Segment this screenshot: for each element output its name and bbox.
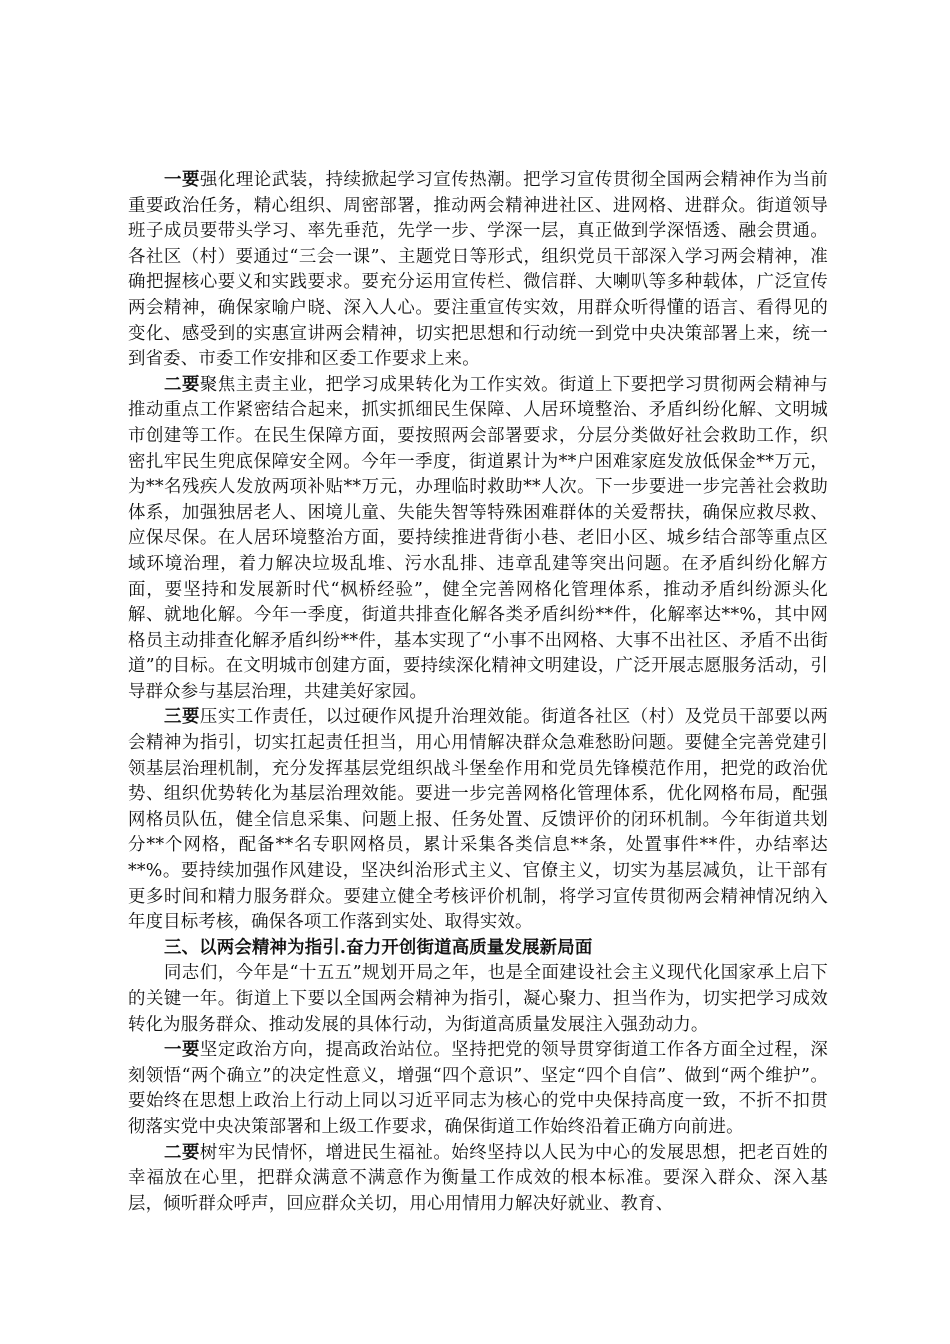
paragraph-lead: 二要	[164, 1142, 200, 1163]
paragraph-lead: 三要	[164, 707, 200, 728]
paragraph-people-welfare	[128, 1141, 828, 1218]
section-intro: 同志们，今年是“十五五”规划开局之年，也是全面建设社会主义现代化国家承上启下的关键一年。街道上下要以全国两会精神为指引，凝心聚力、担当作为，切实把学习成效转化为服务群众、推动发展的具体行动，为街道高质量发展注入强劲动力。	[128, 963, 828, 1035]
paragraph-text: 压实工作责任，以过硬作风提升治理效能。街道各社区（村）及党员干部要以两会精神为指引，切实扛起责任担当，用心用情解决群众急难愁盼问题。要健全完善党建引领基层治理机制，充分发挥基层党组织战斗堡垒作用和党员先锋模范作用，把党的政治优势、组织优势转化为基层治理效能。要进一步完善网格化管理体系，优化网格布局，配强网格员队伍，健全信息采集、问题上报、任务处置、反馈评价的闭环机制。今年街道共划分**个网格，配备**名专职网格员，累计采集各类信息**条，处置事件**件，办结率达**%。要持续加强作风建设，坚决纠治形式主义、官僚主义，切实为基层减负，让干部有更多时间和精力服务群众。要建立健全考核评价机制，将学习宣传贯彻两会精神情况纳入年度目标考核，确保各项工作落到实处、取得实效。	[128, 707, 828, 933]
paragraph-political-direction	[128, 1038, 828, 1140]
paragraph-lead: 一要	[164, 170, 200, 190]
paragraph-second-requirement	[128, 373, 828, 706]
paragraph-text: 聚焦主责主业，把学习成果转化为工作实效。街道上下要把学习贯彻两会精神与推动重点工作紧密结合起来，抓实抓细民生保障、人居环境整治、矛盾纠纷化解、文明城市创建等工作。在民生保障方面，要按照两会部署要求，分层分类做好社会救助工作，织密扎牢民生兜底保障安全网。今年一季度，街道累计为**户困难家庭发放低保金**万元，为**名残疾人发放两项补贴**万元，办理临时救助**人次。下一步要进一步完善社会救助体系，加强独居老人、困境儿童、失能失智等特殊困难群体的关爱帮扶，确保应救尽救、应保尽保。在人居环境整治方面，要持续推进背街小巷、老旧小区、城乡结合部等重点区域环境治理，着力解决垃圾乱堆、污水乱排、违章乱建等突出问题。在矛盾纠纷化解方面，要坚持和发展新时代“枫桥经验”，健全完善网格化管理体系，推动矛盾纠纷源头化解、就地化解。今年一季度，街道共排查化解各类矛盾纠纷**件，化解率达**%，其中网格员主动排查化解矛盾纠纷**件，基本实现了“小事不出网格、大事不出社区、矛盾不出街道”的目标。在文明城市创建方面，要持续深化精神文明建设，广泛开展志愿服务活动，引导群众参与基层治理，共建美好家园。	[128, 374, 828, 702]
section-heading: 三、以两会精神为指引.奋力开创街道高质量发展新局面	[164, 937, 593, 958]
paragraph-first-requirement	[128, 168, 828, 373]
paragraph-text: 树牢为民情怀，增进民生福祉。始终坚持以人民为中心的发展思想，把老百姓的幸福放在心里，把群众满意不满意作为衡量工作成效的根本标准。要深入群众、深入基层，倾听群众呼声，回应群众关切，用心用情用力解决好就业、教育、	[128, 1142, 828, 1214]
paragraph-text: 坚定政治方向，提高政治站位。坚持把党的领导贯穿街道工作各方面全过程，深刻领悟“两个确立”的决定性意义，增强“四个意识”、坚定“四个自信”、做到“两个维护”。要始终在思想上政治上行动上同以习近平同志为核心的党中央保持高度一致，不折不扣贯彻落实党中央决策部署和上级工作要求，确保街道工作始终沿着正确方向前进。	[128, 1040, 828, 1137]
paragraph-text: 强化理论武装，持续掀起学习宣传热潮。把学习宣传贯彻全国两会精神作为当前重要政治任务，精心组织、周密部署，推动两会精神进社区、进网格、进群众。街道领导班子成员要带头学习、率先垂范，先学一步、学深一层，真正做到学深悟透、融会贯通。各社区（村）要通过“三会一课”、主题党日等形式，组织党员干部深入学习两会精神，准确把握核心要义和实践要求。要充分运用宣传栏、微信群、大喇叭等多种载体，广泛宣传两会精神，确保家喻户晓、深入人心。要注重宣传实效，用群众听得懂的语言、看得见的变化、感受到的实惠宣讲两会精神，切实把思想和行动统一到党中央决策部署上来，统一到省委、市委工作安排和区委工作要求上来。	[128, 170, 828, 370]
document-body	[128, 168, 828, 1217]
paragraph-lead: 一要	[164, 1040, 200, 1061]
paragraph-lead: 二要	[164, 374, 200, 395]
paragraph-third-requirement	[128, 705, 828, 935]
